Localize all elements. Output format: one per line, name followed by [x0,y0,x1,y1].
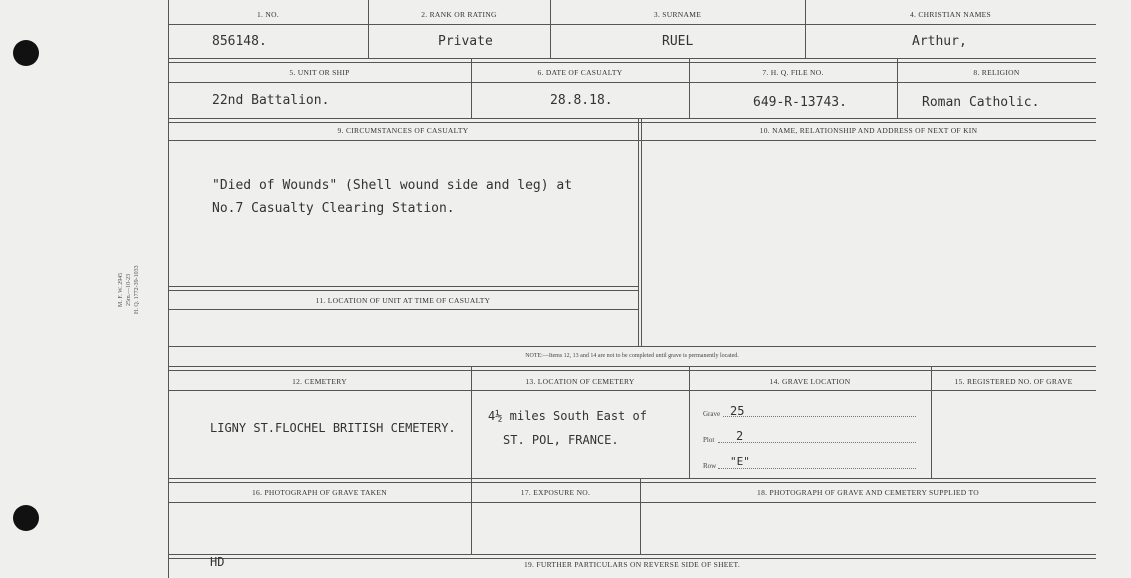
label-rank: 2. RANK OR RATING [421,10,497,19]
value-rank: Private [438,34,493,49]
note: NOTE:—Items 12, 13 and 14 are not to be completed until grave is permanently located. [525,353,739,359]
value-circumstances-line-1: "Died of Wounds" (Shell wound side and leg) at [212,178,573,193]
value-unit: 22nd Battalion. [212,93,330,108]
label-hq-file: 7. H. Q. FILE NO. [762,68,824,77]
label-photograph-taken: 16. PHOTOGRAPH OF GRAVE TAKEN [252,488,387,497]
value-grave: 25 [730,404,745,418]
initials: HD [210,555,225,569]
label-religion: 8. RELIGION [973,68,1020,77]
rule [168,24,1096,25]
value-religion: Roman Catholic. [922,95,1040,110]
value-cemetery: LIGNY ST.FLOCHEL BRITISH CEMETERY. [210,421,456,435]
label-plot: Plot [703,436,715,444]
label-no: 1. NO. [256,10,279,19]
value-row: "E" [730,455,750,468]
value-location-of-cemetery-line-1: 4½ miles South East of [488,409,647,423]
punch-hole-top [13,40,39,66]
label-christian-names: 4. CHRISTIAN NAMES [909,10,992,19]
value-christian-names: Arthur, [912,34,967,49]
label-location-of-cemetery: 13. LOCATION OF CEMETERY [525,377,635,386]
label-grave: Grave [703,410,721,418]
label-location-of-unit: 11. LOCATION OF UNIT AT TIME OF CASUALTY [315,296,491,305]
value-no: 856148. [212,34,267,49]
label-registered-no: 15. REGISTERED NO. OF GRAVE [954,377,1073,386]
label-exposure-no: 17. EXPOSURE NO. [520,488,591,497]
label-further-particulars: 19. FURTHER PARTICULARS ON REVERSE SIDE OF SHEET. [523,560,741,569]
value-surname: RUEL [662,34,694,49]
value-date: 28.8.18. [550,93,613,108]
label-next-of-kin: 10. NAME, RELATIONSHIP AND ADDRESS OF NEXT OF KIN [759,126,978,135]
punch-hole-bottom [13,505,39,531]
label-grave-location: 14. GRAVE LOCATION [769,377,851,386]
label-date: 6. DATE OF CASUALTY [537,68,623,77]
value-circumstances-line-2: No.7 Casualty Clearing Station. [212,201,455,216]
label-cemetery: 12. CEMETERY [292,377,347,386]
label-unit: 5. UNIT OR SHIP [289,68,350,77]
value-hq-file: 649-R-13743. [753,95,847,110]
label-photograph-supplied: 18. PHOTOGRAPH OF GRAVE AND CEMETERY SUPPLIED TO [757,488,979,497]
label-circumstances: 9. CIRCUMSTANCES OF CASUALTY [337,126,469,135]
printer-imprint: M. F. W. 2945 25m.—10-23 H. Q. 1772-39-1033 [118,265,140,315]
label-surname: 3. SURNAME [653,10,702,19]
label-row: Row [703,462,717,470]
value-location-of-cemetery-line-2: ST. POL, FRANCE. [503,433,619,447]
value-plot: 2 [736,429,744,443]
